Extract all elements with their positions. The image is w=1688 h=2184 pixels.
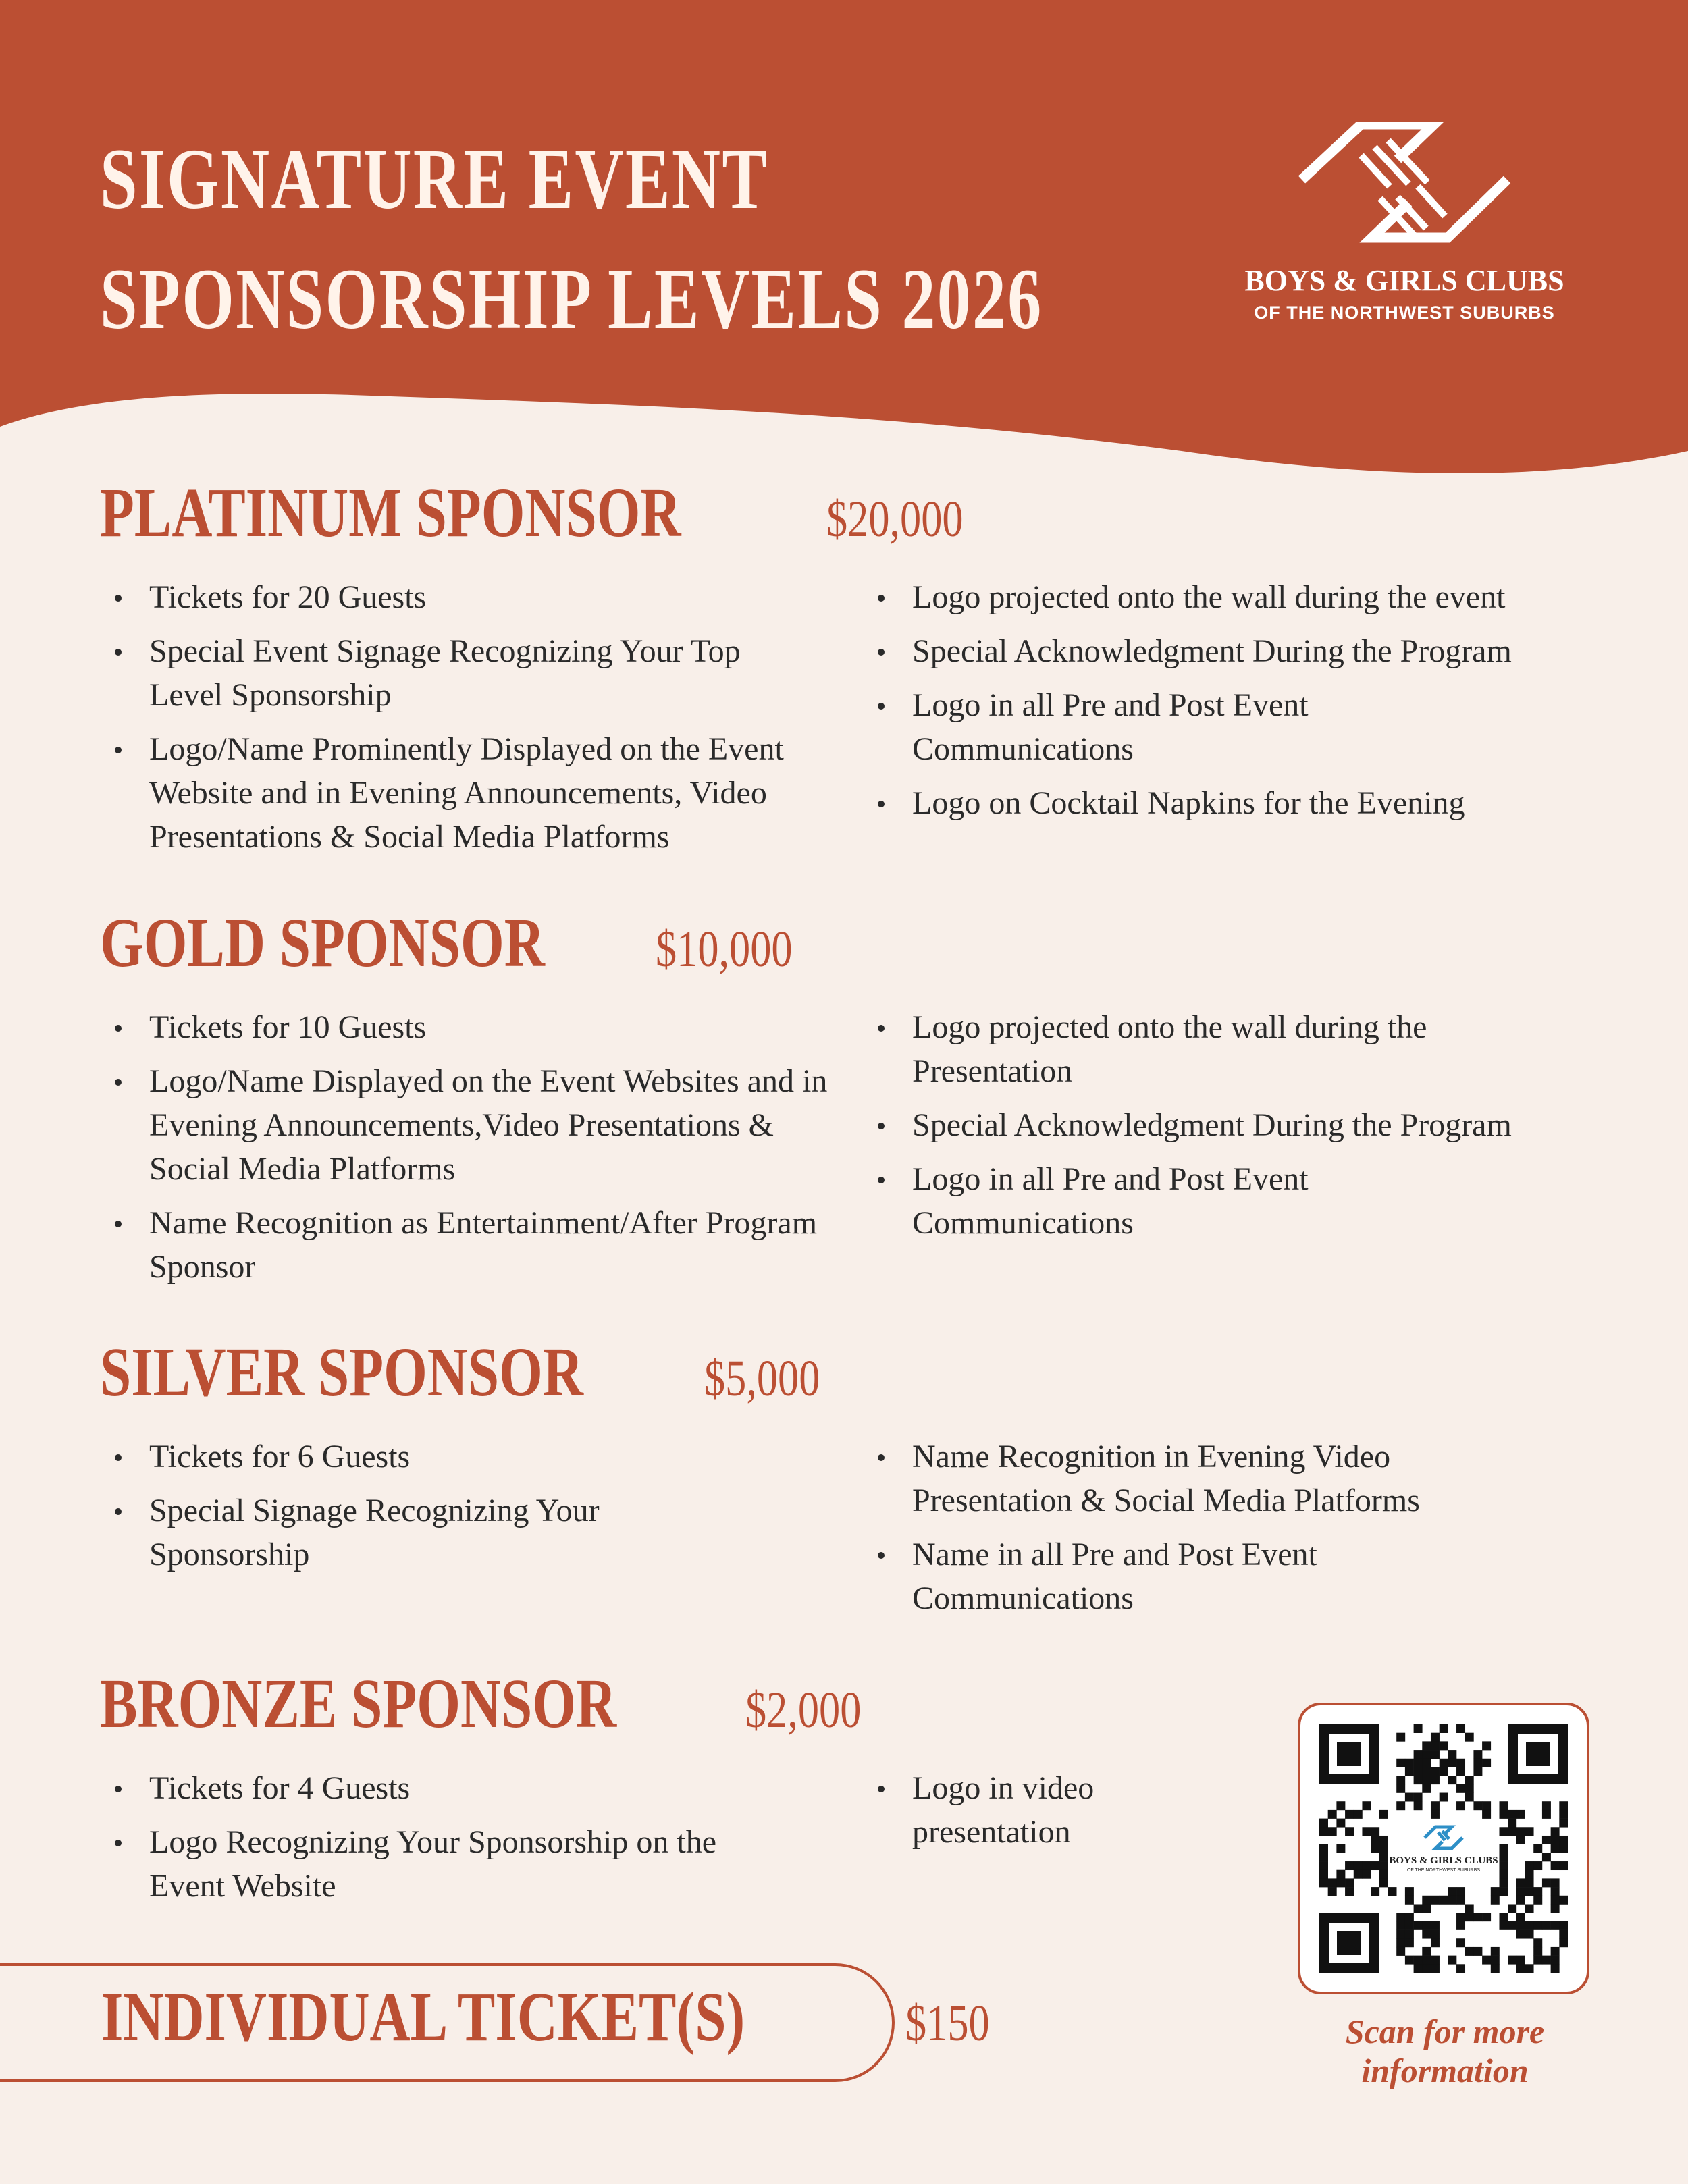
qr-module <box>1422 1741 1431 1750</box>
qr-module <box>1516 1827 1525 1836</box>
qr-center-org-name: BOYS & GIRLS CLUBS <box>1389 1855 1498 1866</box>
benefit-item: Logo in all Pre and Post Event Communications <box>863 683 1439 771</box>
title-line-1: SIGNATURE EVENT <box>100 131 769 227</box>
qr-module <box>1516 1810 1525 1819</box>
qr-module <box>1499 1870 1508 1879</box>
qr-module <box>1533 1887 1542 1896</box>
qr-module <box>1542 1801 1551 1810</box>
qr-module <box>1499 1810 1508 1819</box>
qr-module <box>1516 1964 1525 1973</box>
qr-module <box>1465 1947 1474 1956</box>
qr-module <box>1396 1930 1405 1939</box>
qr-module <box>1508 1921 1516 1930</box>
qr-module <box>1551 1904 1560 1913</box>
qr-module <box>1533 1896 1542 1905</box>
qr-module <box>1499 1878 1508 1887</box>
qr-module <box>1516 1896 1525 1905</box>
qr-module <box>1456 1759 1465 1767</box>
qr-module <box>1405 1887 1414 1896</box>
individual-ticket-price: $150 <box>905 1995 991 2052</box>
qr-module <box>1354 1861 1363 1870</box>
benefit-item: Tickets for 20 Guests <box>100 575 829 619</box>
qr-module <box>1559 1810 1568 1819</box>
qr-module <box>1319 1844 1328 1853</box>
qr-module <box>1319 1861 1328 1870</box>
qr-module <box>1516 1930 1525 1939</box>
qr-module <box>1508 1956 1516 1965</box>
qr-module <box>1499 1853 1508 1861</box>
qr-module <box>1559 1861 1568 1870</box>
qr-module <box>1482 1956 1491 1965</box>
qr-module <box>1525 1827 1534 1836</box>
qr-module <box>1431 1938 1440 1947</box>
tier-name: SILVER SPONSOR <box>100 1333 583 1411</box>
qr-module <box>1414 1921 1423 1930</box>
qr-module <box>1405 1956 1414 1965</box>
qr-module <box>1456 1964 1465 1973</box>
benefit-item: Tickets for 6 Guests <box>100 1435 829 1479</box>
qr-module <box>1559 1896 1568 1905</box>
qr-module <box>1456 1767 1465 1776</box>
qr-module <box>1396 1913 1405 1921</box>
qr-module <box>1396 1947 1405 1956</box>
tier-price: $10,000 <box>656 921 793 978</box>
tier-name: BRONZE SPONSOR <box>100 1665 617 1742</box>
qr-module <box>1525 1921 1534 1930</box>
clasped-hands-logo-icon <box>1296 122 1512 257</box>
qr-module <box>1516 1836 1525 1844</box>
benefit-item: Tickets for 10 Guests <box>100 1005 829 1049</box>
benefit-item: Logo Recognizing Your Sponsorship on the Event Website <box>100 1820 730 1908</box>
benefits-left <box>100 1435 829 1587</box>
qr-module <box>1551 1861 1560 1870</box>
tier-silver <box>100 1332 1585 1616</box>
qr-module <box>1559 1819 1568 1828</box>
qr-module <box>1371 1887 1379 1896</box>
qr-module <box>1319 1870 1328 1879</box>
qr-module <box>1499 1801 1508 1810</box>
qr-module <box>1431 1776 1440 1784</box>
benefit-item: Logo in all Pre and Post Event Communications <box>863 1157 1439 1245</box>
qr-module <box>1414 1964 1423 1973</box>
qr-module <box>1542 1836 1551 1844</box>
qr-module <box>1345 1861 1354 1870</box>
qr-module <box>1405 1767 1414 1776</box>
qr-module <box>1456 1887 1465 1896</box>
qr-module <box>1431 1810 1440 1819</box>
qr-module <box>1542 1956 1551 1965</box>
qr-module <box>1499 1887 1508 1896</box>
qr-module <box>1405 1793 1414 1802</box>
qr-module <box>1551 1878 1560 1887</box>
qr-module <box>1491 1956 1500 1965</box>
qr-module <box>1559 1844 1568 1853</box>
qr-caption-line-1: Scan for more <box>1345 2013 1545 2050</box>
qr-caption-line-2: information <box>1361 2052 1529 2089</box>
benefit-item: Name Recognition in Evening Video Presentation & Social Media Platforms <box>863 1435 1533 1522</box>
qr-module <box>1551 1896 1560 1905</box>
qr-module <box>1499 1921 1508 1930</box>
qr-module <box>1516 1887 1525 1896</box>
qr-module <box>1362 1870 1371 1879</box>
qr-module <box>1456 1921 1465 1930</box>
qr-module <box>1405 1913 1414 1921</box>
qr-module <box>1516 1913 1525 1921</box>
org-logo <box>1215 122 1593 324</box>
qr-module <box>1414 1904 1423 1913</box>
qr-module <box>1422 1896 1431 1905</box>
qr-module <box>1396 1759 1405 1767</box>
qr-module <box>1379 1810 1388 1819</box>
qr-module <box>1422 1930 1431 1939</box>
org-name: BOYS & GIRLS CLUBS <box>1244 264 1564 297</box>
qr-module <box>1533 1956 1542 1965</box>
qr-module <box>1508 1827 1516 1836</box>
qr-module <box>1516 1956 1525 1965</box>
qr-module <box>1465 1904 1474 1913</box>
qr-module <box>1551 1964 1560 1973</box>
qr-module <box>1440 1767 1448 1776</box>
qr-module <box>1559 1938 1568 1947</box>
qr-module <box>1491 1896 1500 1905</box>
qr-module <box>1405 1938 1414 1947</box>
qr-module <box>1508 1904 1516 1913</box>
qr-module <box>1414 1793 1423 1802</box>
qr-module <box>1328 1810 1337 1819</box>
qr-module <box>1473 1767 1482 1776</box>
qr-module <box>1559 1930 1568 1939</box>
qr-module <box>1482 1741 1491 1750</box>
qr-module <box>1465 1793 1474 1802</box>
benefit-item: Special Acknowledgment During the Program <box>863 629 1592 673</box>
qr-module <box>1414 1776 1423 1784</box>
qr-module <box>1456 1896 1465 1905</box>
benefit-item: Special Event Signage Recognizing Your Top Level Sponsorship <box>100 629 757 717</box>
tier-price: $2,000 <box>745 1682 862 1738</box>
qr-module <box>1533 1938 1542 1947</box>
qr-module <box>1533 1921 1542 1930</box>
qr-module <box>1414 1750 1423 1759</box>
qr-module <box>1499 1861 1508 1870</box>
qr-module <box>1491 1887 1500 1896</box>
tier-gold <box>100 903 1585 1285</box>
qr-module <box>1533 1844 1542 1853</box>
qr-module <box>1456 1938 1465 1947</box>
qr-module <box>1379 1853 1388 1861</box>
qr-module <box>1516 1878 1525 1887</box>
qr-module <box>1328 1878 1337 1887</box>
qr-module <box>1431 1930 1440 1939</box>
qr-module <box>1396 1801 1405 1810</box>
qr-module <box>1414 1956 1423 1965</box>
benefit-item: Logo/Name Prominently Displayed on the Event Website and in Evening Announcements, Video Presentations & Social Media Platforms <box>100 727 829 859</box>
qr-module <box>1440 1793 1448 1802</box>
qr-module <box>1542 1921 1551 1930</box>
qr-module <box>1440 1741 1448 1750</box>
qr-module <box>1508 1819 1516 1828</box>
qr-module <box>1336 1844 1345 1853</box>
qr-module <box>1396 1776 1405 1784</box>
org-subtitle: OF THE NORTHWEST SUBURBS <box>1254 302 1555 323</box>
qr-module <box>1525 1904 1534 1913</box>
qr-module <box>1371 1844 1379 1853</box>
qr-module <box>1525 1930 1534 1939</box>
qr-module <box>1319 1853 1328 1861</box>
benefit-item: Logo in video presentation <box>863 1766 1196 1854</box>
qr-module <box>1414 1801 1423 1810</box>
qr-module <box>1422 1921 1431 1930</box>
qr-module <box>1525 1861 1534 1870</box>
page-title <box>100 119 1043 359</box>
qr-module <box>1473 1759 1482 1767</box>
qr-module <box>1542 1853 1551 1861</box>
qr-module <box>1465 1784 1474 1793</box>
qr-module <box>1448 1759 1456 1767</box>
qr-module <box>1431 1956 1440 1965</box>
qr-module <box>1379 1836 1388 1844</box>
qr-module <box>1465 1776 1474 1784</box>
qr-module <box>1345 1878 1354 1887</box>
tier-heading <box>100 903 1585 984</box>
qr-module <box>1448 1750 1456 1759</box>
qr-module <box>1422 1904 1431 1913</box>
qr-module <box>1362 1827 1371 1836</box>
qr-module <box>1473 1801 1482 1810</box>
qr-module <box>1499 1827 1508 1836</box>
qr-code[interactable] <box>1298 1703 1589 1994</box>
qr-module <box>1422 1767 1431 1776</box>
qr-module <box>1482 1810 1491 1819</box>
tier-heading <box>100 1332 1585 1413</box>
qr-module <box>1414 1724 1423 1733</box>
qr-module <box>1482 1759 1491 1767</box>
qr-module <box>1336 1819 1345 1828</box>
benefits-right <box>863 1005 1592 1255</box>
qr-module <box>1405 1759 1414 1767</box>
benefit-item: Logo projected onto the wall during the event <box>863 575 1592 619</box>
qr-module <box>1362 1801 1371 1810</box>
qr-module <box>1422 1964 1431 1973</box>
tier-price: $20,000 <box>826 491 964 548</box>
qr-module <box>1559 1836 1568 1844</box>
qr-module <box>1551 1887 1560 1896</box>
benefit-item: Logo projected onto the wall during the Presentation <box>863 1005 1520 1093</box>
qr-module <box>1371 1861 1379 1870</box>
qr-module <box>1499 1844 1508 1853</box>
qr-module <box>1431 1741 1440 1750</box>
qr-module <box>1542 1878 1551 1887</box>
benefits-left <box>100 575 829 869</box>
qr-module <box>1525 1887 1534 1896</box>
qr-module <box>1525 1870 1534 1879</box>
tier-heading <box>100 473 1585 554</box>
qr-module <box>1336 1801 1345 1810</box>
benefit-item: Name in all Pre and Post Event Communications <box>863 1533 1439 1620</box>
qr-module <box>1533 1947 1542 1956</box>
qr-module <box>1396 1784 1405 1793</box>
qr-module <box>1422 1947 1431 1956</box>
qr-module <box>1456 1913 1465 1921</box>
qr-module <box>1431 1733 1440 1742</box>
qr-code-image <box>1319 1724 1568 1973</box>
qr-module <box>1473 1947 1482 1956</box>
qr-module <box>1336 1870 1345 1879</box>
benefit-item: Special Acknowledgment During the Program <box>863 1103 1592 1147</box>
qr-module <box>1551 1827 1560 1836</box>
qr-module <box>1431 1801 1440 1810</box>
qr-module <box>1465 1733 1474 1742</box>
qr-module <box>1473 1913 1482 1921</box>
qr-module <box>1551 1956 1560 1965</box>
tier-name: GOLD SPONSOR <box>100 904 545 982</box>
qr-module <box>1551 1947 1560 1956</box>
benefit-item: Logo on Cocktail Napkins for the Evening <box>863 781 1592 825</box>
qr-module <box>1508 1810 1516 1819</box>
qr-module <box>1516 1921 1525 1930</box>
qr-center-org-subtitle: OF THE NORTHWEST SUBURBS <box>1406 1868 1481 1873</box>
benefits-right <box>863 1435 1592 1630</box>
qr-module <box>1551 1844 1560 1853</box>
qr-module <box>1319 1819 1328 1828</box>
qr-module <box>1473 1750 1482 1759</box>
qr-module <box>1336 1878 1345 1887</box>
qr-module <box>1396 1733 1405 1742</box>
qr-module <box>1499 1913 1508 1921</box>
qr-module <box>1456 1784 1465 1793</box>
qr-module <box>1422 1784 1431 1793</box>
qr-module <box>1482 1913 1491 1921</box>
qr-module <box>1319 1827 1328 1836</box>
qr-module <box>1379 1844 1388 1853</box>
benefit-item: Logo/Name Displayed on the Event Websites and in Evening Announcements,Video Presentations & Social Media Platforms <box>100 1059 829 1191</box>
benefits-left <box>100 1005 829 1299</box>
qr-module <box>1414 1767 1423 1776</box>
qr-module <box>1482 1801 1491 1810</box>
qr-module <box>1559 1921 1568 1930</box>
qr-module <box>1422 1759 1431 1767</box>
qr-module <box>1465 1913 1474 1921</box>
benefit-item: Special Signage Recognizing Your Sponsorship <box>100 1489 703 1576</box>
qr-module <box>1456 1801 1465 1810</box>
qr-module <box>1422 1776 1431 1784</box>
qr-module <box>1525 1964 1534 1973</box>
qr-module <box>1559 1801 1568 1810</box>
qr-module <box>1440 1759 1448 1767</box>
title-line-2: SPONSORSHIP LEVELS 2026 <box>100 251 1043 347</box>
qr-module <box>1371 1827 1379 1836</box>
qr-module <box>1328 1827 1337 1836</box>
qr-module <box>1431 1964 1440 1973</box>
qr-module <box>1491 1964 1500 1973</box>
qr-module <box>1379 1861 1388 1870</box>
qr-module <box>1448 1776 1456 1784</box>
qr-module <box>1379 1878 1388 1887</box>
qr-module <box>1345 1810 1354 1819</box>
tier-platinum <box>100 473 1585 855</box>
qr-module <box>1431 1896 1440 1905</box>
qr-module <box>1354 1870 1363 1879</box>
qr-module <box>1405 1921 1414 1930</box>
qr-module <box>1371 1836 1379 1844</box>
qr-module <box>1525 1878 1534 1887</box>
qr-module <box>1388 1887 1397 1896</box>
qr-module <box>1542 1810 1551 1819</box>
qr-module <box>1345 1827 1354 1836</box>
tier-price: $5,000 <box>704 1350 820 1407</box>
qr-module <box>1345 1887 1354 1896</box>
qr-module <box>1396 1938 1405 1947</box>
qr-caption <box>1276 2012 1614 2090</box>
qr-module <box>1551 1836 1560 1844</box>
individual-ticket-label: INDIVIDUAL TICKET(S) <box>101 1978 745 2056</box>
qr-module <box>1354 1810 1363 1819</box>
qr-module <box>1431 1750 1440 1759</box>
qr-module <box>1448 1896 1456 1905</box>
qr-module <box>1405 1930 1414 1939</box>
qr-module <box>1440 1724 1448 1733</box>
qr-module <box>1551 1921 1560 1930</box>
qr-module <box>1440 1896 1448 1905</box>
qr-module <box>1533 1861 1542 1870</box>
qr-module <box>1405 1896 1414 1905</box>
qr-module <box>1491 1947 1500 1956</box>
qr-module <box>1379 1870 1388 1879</box>
benefits-right <box>863 575 1592 835</box>
qr-module <box>1396 1921 1405 1930</box>
benefits-left <box>100 1766 829 1918</box>
benefit-item: Tickets for 4 Guests <box>100 1766 829 1810</box>
qr-module <box>1448 1956 1456 1965</box>
qr-module <box>1456 1724 1465 1733</box>
tier-name: PLATINUM SPONSOR <box>100 474 681 552</box>
qr-module <box>1414 1759 1423 1767</box>
benefit-item: Name Recognition as Entertainment/After Program Sponsor <box>100 1201 824 1289</box>
qr-module <box>1448 1887 1456 1896</box>
qr-module <box>1431 1767 1440 1776</box>
qr-module <box>1431 1921 1440 1930</box>
qr-module <box>1422 1750 1431 1759</box>
individual-ticket-heading <box>101 1977 1008 2057</box>
qr-module <box>1362 1861 1371 1870</box>
qr-module <box>1328 1887 1337 1896</box>
qr-module <box>1319 1878 1328 1887</box>
qr-module <box>1422 1956 1431 1965</box>
